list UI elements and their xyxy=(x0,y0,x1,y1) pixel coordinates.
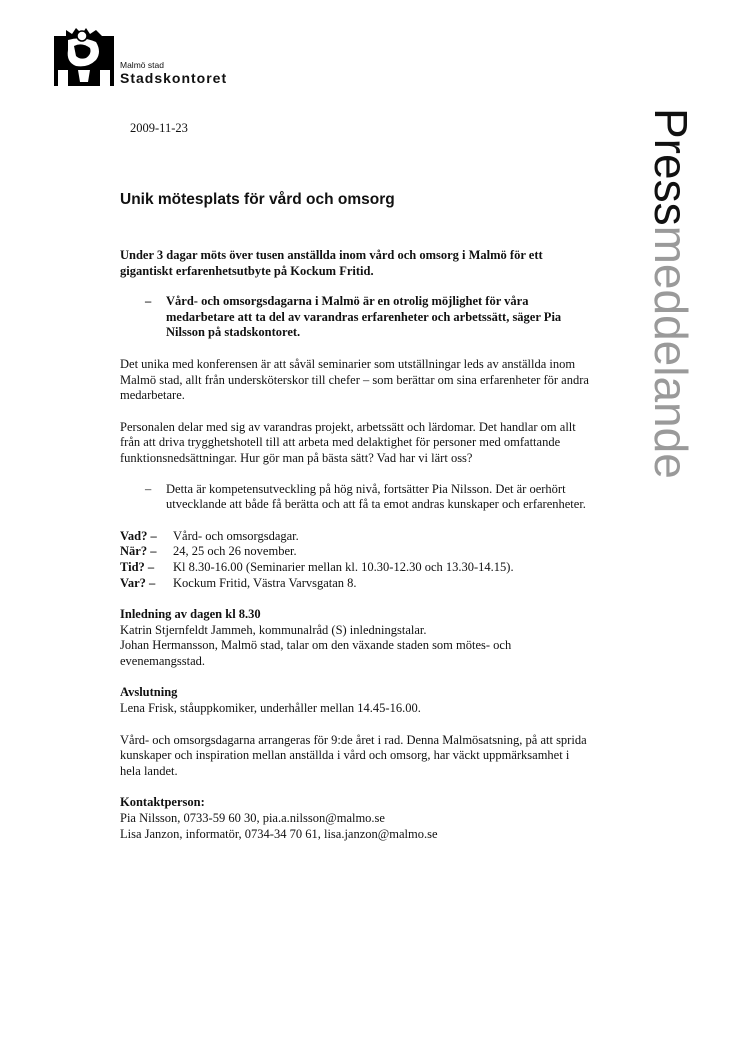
info-row xyxy=(120,529,590,545)
quote-paragraph-2 xyxy=(120,482,590,513)
dash-1: – xyxy=(145,294,152,309)
info-key: Vad? – xyxy=(120,528,157,543)
contact-line-1: Pia Nilsson, 0733-59 60 30, pia.a.nilsson@malmo.se xyxy=(120,811,385,826)
dash-2: – xyxy=(145,481,152,496)
city-name: Malmö stad xyxy=(120,60,164,70)
lead-paragraph: Under 3 dagar möts över tusen anställda inom vård och omsorg i Malmö för ett gigantiskt erfarenhetsutbyte på Kockum Fritid. xyxy=(120,248,543,278)
paragraph-2: Personalen delar med sig av varandras projekt, arbetssätt och lärdomar. Det handlar om allt från att driva trygghetshotell till att arbeta med delaktighet för personer med omfattande funktionsnedsättningar. Hur gör man på bästa sätt? Vad har vi lärt oss? xyxy=(120,419,576,465)
side-word-meddelande: meddelande xyxy=(645,225,697,479)
department-name: Stadskontoret xyxy=(120,70,228,86)
info-row xyxy=(120,544,590,560)
paragraph-1: Det unika med konferensen är att såväl seminarier som utställningar leds av anställda inom Malmö stad, allt från undersköterskor till chefer – som berättar om sina erfarenheter för andra medarbetare. xyxy=(120,356,589,403)
opening-title: Inledning av dagen kl 8.30 xyxy=(120,607,261,622)
info-value: Vård- och omsorgsdagar. xyxy=(173,528,299,543)
headline: Unik mötesplats för vård och omsorg xyxy=(120,191,395,208)
info-row xyxy=(120,560,590,576)
info-value: 24, 25 och 26 november. xyxy=(173,544,297,559)
release-date: 2009-11-23 xyxy=(130,121,188,135)
side-word-press: Press xyxy=(645,108,697,226)
contact-section xyxy=(120,795,590,842)
closing-section xyxy=(120,685,590,716)
quote-text-2: Detta är kompetensutveckling på hög nivå, fortsätter Pia Nilsson. Det är oerhört utvecklande att både få berätta och att få ta emot andras kunskaper och erfarenheter. xyxy=(166,481,586,512)
info-key: När? – xyxy=(120,544,157,559)
info-value: Kl 8.30-16.00 (Seminarier mellan kl. 10.30-12.30 och 13.30-14.15). xyxy=(173,559,514,574)
pressmeddelande-vertical-label xyxy=(645,108,697,479)
opening-line-2: Johan Hermansson, Malmö stad, talar om den växande staden som mötes- och evenemangsstad. xyxy=(120,638,512,668)
info-key: Tid? – xyxy=(120,559,155,574)
info-value: Kockum Fritid, Västra Varvsgatan 8. xyxy=(173,575,357,590)
malmo-coat-of-arms-logo xyxy=(52,26,116,88)
info-row xyxy=(120,576,590,592)
closing-line-1: Lena Frisk, ståuppkomiker, underhåller mellan 14.45-16.00. xyxy=(120,701,421,716)
paragraph-3: Vård- och omsorgsdagarna arrangeras för 9:de året i rad. Denna Malmösatsning, på att sprida kunskaper och inspiration mellan anställda i vård och omsorg, har väckt uppmärksamhet i hela landet. xyxy=(120,732,587,778)
opening-section xyxy=(120,607,590,669)
body-text xyxy=(120,248,590,842)
quote-text-1: Vård- och omsorgsdagarna i Malmö är en otrolig möjlighet för våra medarbetare att ta del av varandras erfarenheter och arbetssätt, säger Pia Nilsson på stadskontoret. xyxy=(166,294,562,340)
opening-line-1: Katrin Stjernfeldt Jammeh, kommunalråd (S) inledningstalar. xyxy=(120,622,427,637)
contact-title: Kontaktperson: xyxy=(120,795,205,810)
contact-line-2: Lisa Janzon, informatör, 0734-34 70 61, lisa.janzon@malmo.se xyxy=(120,826,438,841)
quote-paragraph-1 xyxy=(120,294,590,341)
organization-name xyxy=(120,60,227,86)
event-info xyxy=(120,529,590,591)
closing-title: Avslutning xyxy=(120,685,178,700)
info-key: Var? – xyxy=(120,575,156,590)
